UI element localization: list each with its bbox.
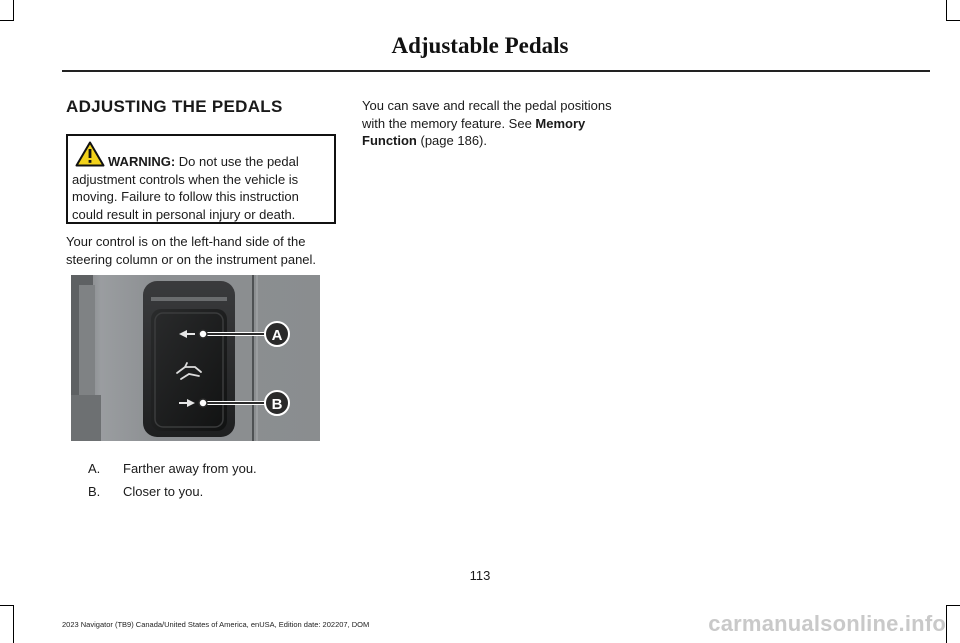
memory-paragraph bbox=[362, 97, 637, 150]
memory-page-ref: (page 186). bbox=[416, 133, 487, 148]
warning-box bbox=[66, 134, 336, 224]
warning-label: WARNING: bbox=[108, 154, 176, 169]
callout-label-a: A bbox=[271, 327, 283, 344]
pedal-switch-illustration bbox=[71, 275, 320, 441]
list-item-text: Closer to you. bbox=[123, 484, 204, 499]
crop-mark bbox=[946, 20, 960, 21]
header-divider bbox=[62, 70, 930, 72]
crop-mark bbox=[946, 0, 947, 20]
list-item-text: Farther away from you. bbox=[123, 461, 257, 476]
section-title: ADJUSTING THE PEDALS bbox=[66, 97, 283, 116]
list-item-letter: B. bbox=[88, 484, 101, 499]
memory-text: You can save and recall the pedal positions with the memory feature. See bbox=[362, 98, 612, 131]
pedal-control-figure bbox=[71, 275, 320, 441]
footer-edition-text: 2023 Navigator (TB9) Canada/United States of America, enUSA, Edition date: 202207, DOM bbox=[62, 620, 370, 629]
crop-mark bbox=[13, 0, 14, 20]
callout-badge-a bbox=[265, 322, 289, 346]
warning-text bbox=[72, 153, 330, 223]
page-header-title: Adjustable Pedals bbox=[391, 33, 569, 58]
crop-mark bbox=[13, 605, 14, 643]
crop-mark bbox=[946, 605, 960, 606]
control-location-text: Your control is on the left-hand side of the steering column or on the instrument panel. bbox=[66, 234, 317, 267]
list-item-letter: A. bbox=[88, 461, 101, 476]
crop-mark bbox=[0, 605, 14, 606]
watermark: carmanualsonline.info bbox=[708, 611, 946, 636]
crop-mark bbox=[0, 20, 14, 21]
crop-mark bbox=[946, 605, 947, 643]
callout-label-b: B bbox=[271, 396, 283, 413]
memory-function-link[interactable]: Memory Function bbox=[362, 115, 586, 148]
warning-body: Do not use the pedal adjustment controls when the vehicle is moving. Failure to follow this instruction could result in personal injury or death. bbox=[72, 154, 299, 222]
page-number: 113 bbox=[469, 568, 491, 583]
callout-badge-b bbox=[265, 391, 289, 415]
